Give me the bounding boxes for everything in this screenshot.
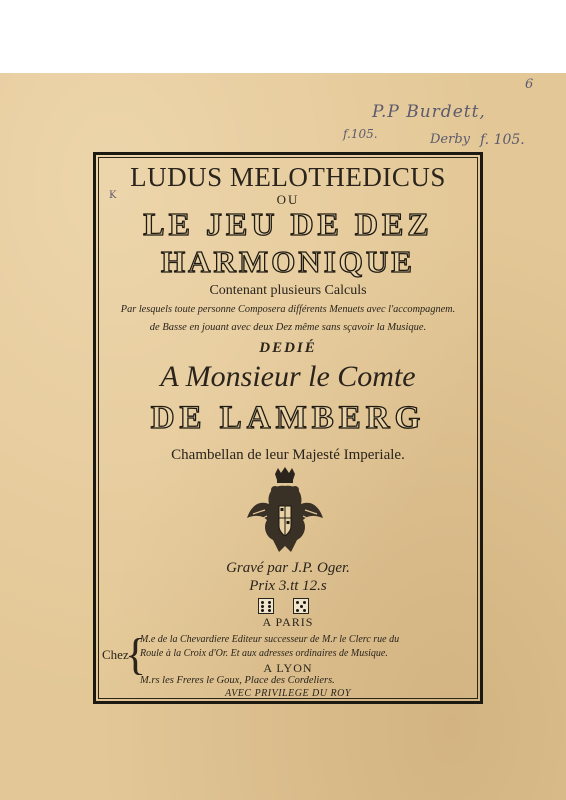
dedie-heading: DEDIÉ bbox=[259, 340, 317, 356]
dedicatee-title: A Monsieur le Comte bbox=[160, 360, 416, 393]
die-icon bbox=[293, 598, 309, 614]
chez-label: Chez bbox=[102, 647, 129, 662]
price-note-left: f.105. bbox=[343, 127, 378, 141]
description-line-1: Par lesquels toute personne Composera différents Menuets avec l'accompagnem. bbox=[120, 304, 456, 315]
price-line: Prix 3.tt 12.s bbox=[249, 578, 327, 594]
corner-number: 6 bbox=[525, 77, 534, 92]
die-icon bbox=[258, 598, 274, 614]
lyon-heading: A LYON bbox=[263, 661, 313, 675]
paris-heading: A PARIS bbox=[262, 615, 314, 629]
imperial-eagle-crest bbox=[245, 466, 325, 558]
title-line-1: LUDUS MELOTHEDICUS bbox=[130, 162, 446, 192]
dedicatee-name: DE LAMBERG bbox=[150, 400, 426, 436]
title-line-3: HARMONIQUE bbox=[161, 244, 415, 279]
owner-place: Derby bbox=[430, 132, 470, 147]
engraver-line: Gravé par J.P. Oger. bbox=[226, 560, 350, 576]
title-ou: OU bbox=[276, 192, 300, 207]
paris-publisher-line-1: M.e de la Chevardiere Editeur successeur de M.r le Clerc rue du bbox=[140, 634, 400, 645]
brace-mark: { bbox=[125, 630, 147, 679]
price-note-right: f. 105. bbox=[480, 132, 525, 148]
privilege-line: AVEC PRIVILEGE DU ROY bbox=[225, 688, 351, 699]
paris-publisher-line-2: Roule à la Croix d'Or. Et aux adresses ordinaires de Musique. bbox=[140, 648, 388, 659]
owner-signature: P.P Burdett, bbox=[372, 102, 486, 122]
pencil-mark-k: K bbox=[109, 190, 117, 201]
description-line-2: de Basse en jouant avec deux Dez même sans sçavoir la Musique. bbox=[149, 322, 427, 333]
contenant-line: Contenant plusieurs Calculs bbox=[209, 283, 367, 298]
title-line-2: LE JEU DE DEZ bbox=[143, 206, 433, 242]
chambellan-line: Chambellan de leur Majesté Imperiale. bbox=[171, 447, 405, 463]
lyon-publisher-line: M.rs les Freres le Goux, Place des Cordeliers. bbox=[140, 675, 335, 686]
